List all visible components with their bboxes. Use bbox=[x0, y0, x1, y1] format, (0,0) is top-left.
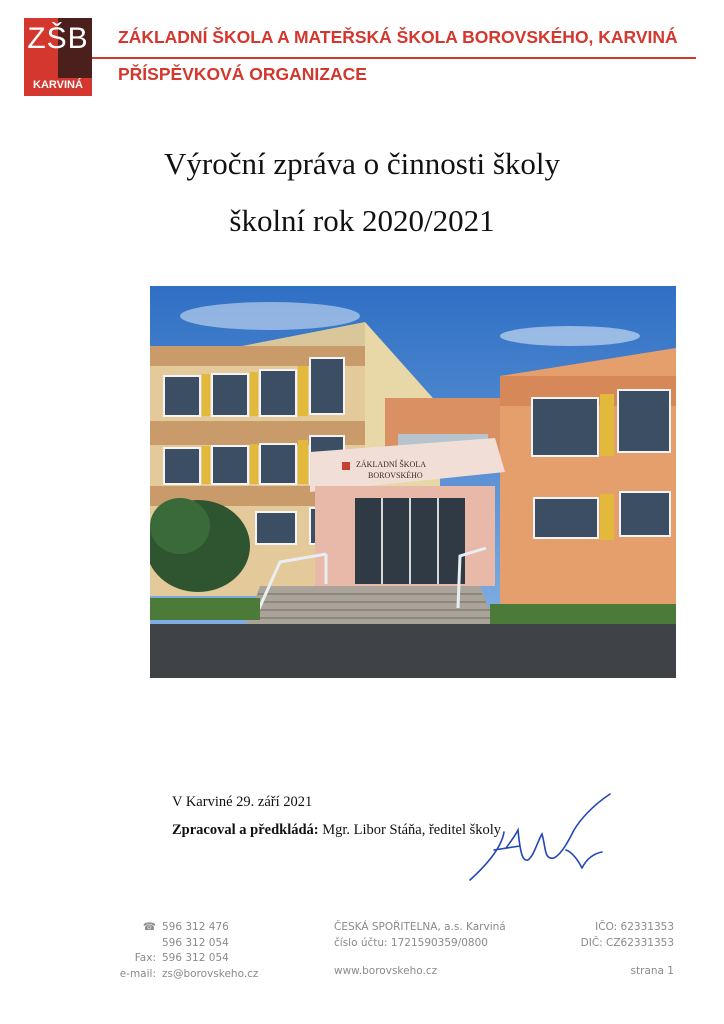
footer-contacts bbox=[96, 920, 258, 982]
prepared-by-label: Zpracoval a předkládá: bbox=[172, 822, 319, 838]
logo-letters: ZŠB bbox=[27, 22, 89, 55]
school-logo bbox=[24, 18, 92, 96]
prepared-by bbox=[172, 822, 501, 839]
fax-label: Fax: bbox=[134, 952, 156, 964]
school-name: ZÁKLADNÍ ŠKOLA A MATEŘSKÁ ŠKOLA BOROVSKÉHO, KARVINÁ bbox=[118, 27, 678, 47]
organization-type: PŘÍSPĚVKOVÁ ORGANIZACE bbox=[118, 64, 367, 84]
email-label: e-mail: bbox=[119, 967, 156, 980]
email-address: zs@borovskeho.cz bbox=[162, 967, 259, 980]
fax-number: 596 312 054 bbox=[162, 952, 229, 964]
header-divider bbox=[92, 57, 696, 59]
building-sign-line1: ZÁKLADNÍ ŠKOLA bbox=[356, 460, 426, 469]
dic-number: DIČ: CZ62331353 bbox=[580, 936, 674, 949]
logo-city: KARVINÁ bbox=[33, 79, 83, 91]
bank-name: ČESKÁ SPOŘITELNA, a.s. Karviná bbox=[334, 921, 506, 933]
page-number: strana 1 bbox=[630, 965, 674, 977]
website-link[interactable]: www.borovskeho.cz bbox=[334, 965, 438, 977]
school-building-photo bbox=[150, 286, 676, 678]
report-title: Výroční zpráva o činnosti školy bbox=[163, 146, 561, 181]
footer-ids bbox=[581, 920, 674, 951]
phone-number-1: 596 312 476 bbox=[162, 921, 229, 933]
bank-account: číslo účtu: 1721590359/0800 bbox=[334, 936, 488, 949]
phone-icon: ☎ bbox=[142, 921, 156, 933]
school-year: školní rok 2020/2021 bbox=[229, 203, 495, 238]
building-sign-line2: BOROVSKÉHO bbox=[368, 471, 423, 480]
ico-number: IČO: 62331353 bbox=[595, 921, 674, 933]
footer-bank bbox=[334, 920, 506, 951]
prepared-by-value: Mgr. Libor Stáňa, ředitel školy bbox=[318, 822, 502, 838]
phone-number-2: 596 312 054 bbox=[162, 936, 229, 949]
handwritten-signature bbox=[462, 790, 632, 890]
place-and-date: V Karviné 29. září 2021 bbox=[172, 794, 313, 810]
